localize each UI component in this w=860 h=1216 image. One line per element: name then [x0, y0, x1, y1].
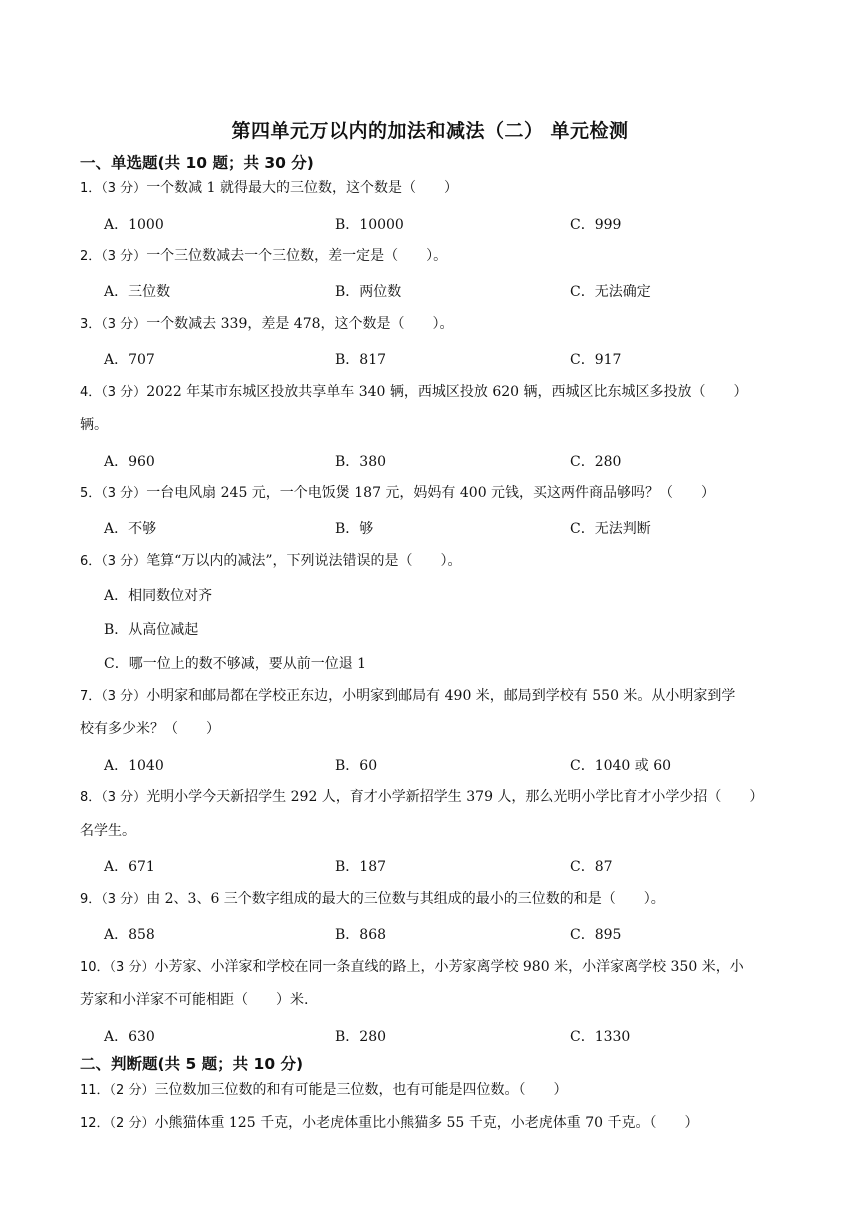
question-score: （2 分） [109, 1116, 155, 1131]
question-score: （3 分） [101, 385, 147, 400]
question-text: 一台电风扇 245 元，一个电饭煲 187 元，妈妈有 400 元钱，买这两件商品够吗？（ ） [146, 485, 716, 501]
question-7-continuation: 校有多少米？（ ） [80, 721, 220, 737]
question-10 [80, 950, 815, 985]
option-b: B．280 [335, 1029, 387, 1045]
option-a: A．630 [104, 1029, 155, 1045]
question-4-continuation: 辆。 [80, 417, 108, 433]
question-3 [80, 307, 815, 342]
question-text: 一个数减 1 就得最大的三位数，这个数是（ ） [146, 180, 458, 196]
option-a: A．707 [104, 352, 155, 368]
question-8-options [104, 856, 824, 880]
question-score: （3 分） [101, 892, 147, 907]
question-4-options [104, 451, 824, 475]
question-text: 由 2、3、6 三个数字组成的最大的三位数与其组成的最小的三位数的和是（ ）。 [146, 891, 665, 907]
question-7 [80, 679, 815, 714]
question-score: （3 分） [101, 317, 147, 332]
option-b: B．868 [335, 927, 387, 943]
question-2-options [104, 281, 824, 305]
question-5-options [104, 518, 824, 542]
question-text: 一个数减去 339，差是 478，这个数是（ ）。 [146, 316, 454, 332]
question-number: 12． [80, 1116, 110, 1131]
question-12 [80, 1106, 815, 1141]
option-b: B．817 [335, 352, 387, 368]
option-c: C．87 [570, 859, 613, 875]
question-number: 2． [80, 249, 102, 264]
option-c: C．无法判断 [570, 521, 651, 537]
question-number: 11． [80, 1083, 110, 1098]
question-number: 1． [80, 181, 102, 196]
question-1-options [104, 214, 824, 238]
question-text: 小明家和邮局都在学校正东边，小明家到邮局有 490 米，邮局到学校有 550 米。从小明家到学 [146, 688, 736, 704]
question-8 [80, 780, 815, 815]
option-c: C．1040 或 60 [570, 758, 672, 774]
option-b: B．187 [335, 859, 387, 875]
question-number: 10． [80, 960, 110, 975]
option-a: A．1000 [104, 217, 164, 233]
question-score: （2 分） [109, 1083, 155, 1098]
question-score: （3 分） [109, 960, 155, 975]
question-text: 小芳家、小洋家和学校在同一条直线的路上，小芳家离学校 980 米，小洋家离学校 350 米，小 [154, 959, 744, 975]
option-a: A．相同数位对齐 [104, 588, 213, 604]
question-text: 三位数加三位数的和有可能是三位数，也有可能是四位数。（ ） [154, 1082, 568, 1098]
option-b: B．60 [335, 758, 378, 774]
question-2 [80, 239, 815, 274]
option-a: A．858 [104, 927, 155, 943]
question-number: 4． [80, 385, 102, 400]
option-c: C．917 [570, 352, 622, 368]
option-a: A．三位数 [104, 284, 171, 300]
option-c: C．280 [570, 454, 622, 470]
question-text: 一个三位数减去一个三位数，差一定是（ ）。 [146, 248, 448, 264]
option-a: A．960 [104, 454, 155, 470]
question-9-options [104, 924, 824, 948]
option-c: C．999 [570, 217, 622, 233]
option-b: B．两位数 [335, 284, 402, 300]
question-number: 3． [80, 317, 102, 332]
question-number: 8． [80, 790, 102, 805]
document-title: 第四单元万以内的加法和减法（二） 单元检测 [231, 120, 629, 142]
question-score: （3 分） [101, 790, 147, 805]
question-score: （3 分） [101, 181, 147, 196]
question-8-continuation: 名学生。 [80, 823, 136, 839]
question-number: 5． [80, 486, 102, 501]
question-text: 笔算“万以内的减法”，下列说法错误的是（ ）。 [146, 553, 462, 569]
question-4 [80, 375, 815, 410]
option-b: B．10000 [335, 217, 404, 233]
question-9 [80, 882, 815, 917]
question-score: （3 分） [101, 554, 147, 569]
option-c: C．895 [570, 927, 622, 943]
question-7-options [104, 755, 824, 779]
option-a: A．1040 [104, 758, 164, 774]
option-b: B．380 [335, 454, 387, 470]
option-c: C．1330 [570, 1029, 631, 1045]
option-a: A．不够 [104, 521, 157, 537]
question-1 [80, 171, 815, 206]
option-a: A．671 [104, 859, 155, 875]
question-score: （3 分） [101, 486, 147, 501]
question-number: 7． [80, 689, 102, 704]
question-5 [80, 476, 815, 511]
option-b: B．从高位减起 [104, 622, 199, 638]
option-c: C．哪一位上的数不够减，要从前一位退 1 [104, 656, 367, 672]
section-heading-true-false: 二、判断题(共 5 题；共 10 分) [80, 1055, 304, 1073]
section-heading-single-choice: 一、单选题(共 10 题；共 30 分) [80, 154, 314, 172]
question-score: （3 分） [101, 249, 147, 264]
question-6 [80, 544, 815, 579]
question-11 [80, 1073, 815, 1108]
question-3-options [104, 349, 824, 373]
question-text: 光明小学今天新招学生 292 人，育才小学新招学生 379 人，那么光明小学比育才小学少招（ ） [146, 789, 764, 805]
option-c: C．无法确定 [570, 284, 651, 300]
question-text: 2022 年某市东城区投放共享单车 340 辆，西城区投放 620 辆，西城区比东城区多投放（ ） [146, 384, 748, 400]
question-score: （3 分） [101, 689, 147, 704]
option-b: B．够 [335, 521, 374, 537]
question-number: 6． [80, 554, 102, 569]
question-10-options [104, 1026, 824, 1050]
question-number: 9． [80, 892, 102, 907]
question-text: 小熊猫体重 125 千克，小老虎体重比小熊猫多 55 千克，小老虎体重 70 千克。（ ） [154, 1115, 699, 1131]
question-10-continuation: 芳家和小洋家不可能相距（ ）米. [80, 992, 309, 1008]
